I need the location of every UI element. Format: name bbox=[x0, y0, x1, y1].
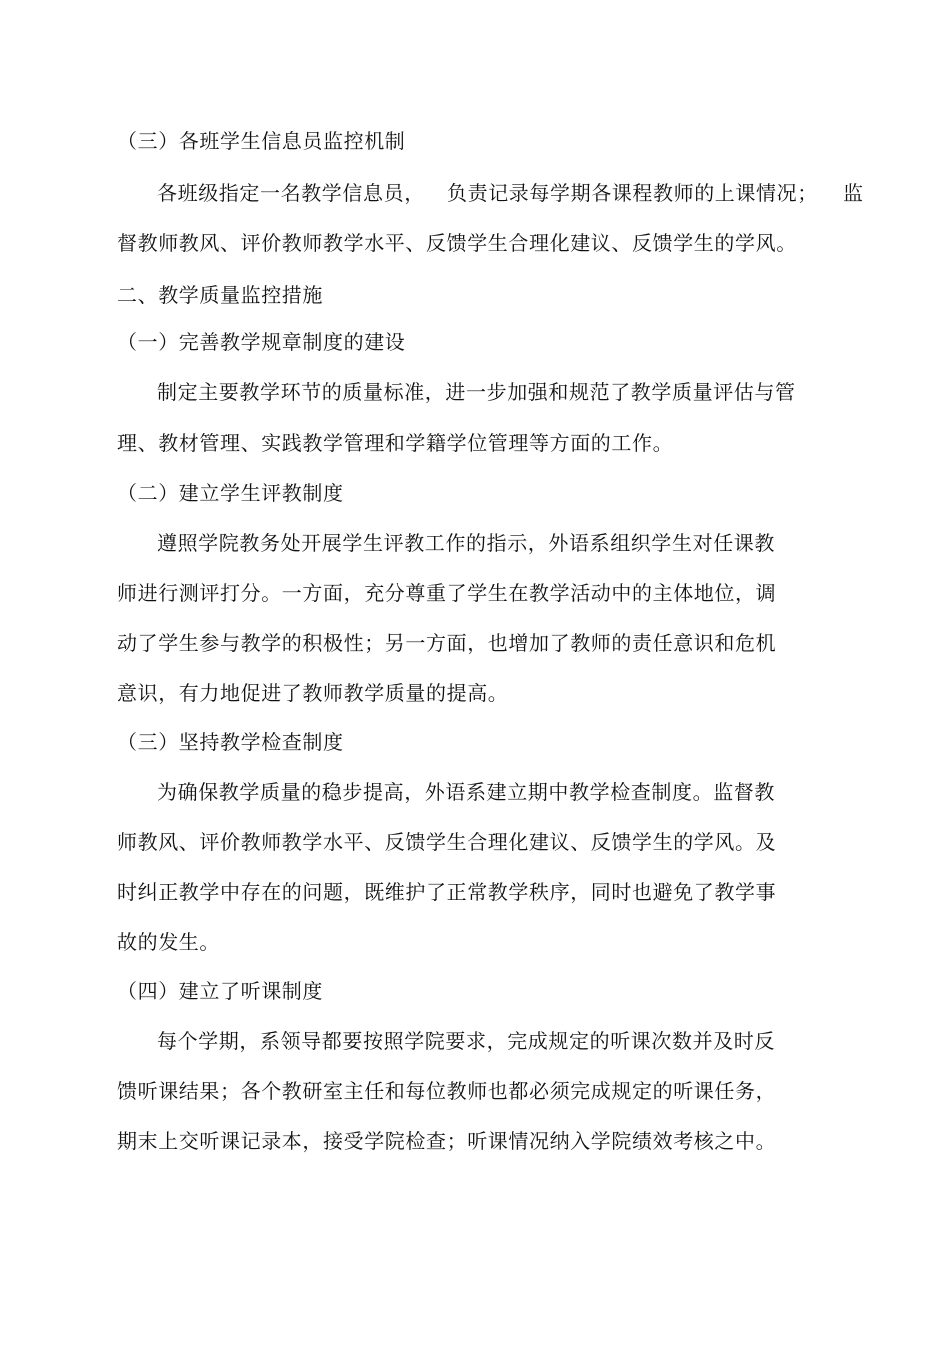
paragraph-line: 馈听课结果；各个教研室主任和每位教师也都必须完成规定的听课任务， bbox=[117, 1079, 777, 1103]
paragraph-line: 时纠正教学中存在的问题，既维护了正常教学秩序，同时也避免了教学事 bbox=[117, 880, 777, 904]
paragraph-line: 各班级指定一名教学信息员， bbox=[157, 181, 425, 205]
paragraph-line: 意识，有力地促进了教师教学质量的提高。 bbox=[117, 681, 509, 705]
subsection-heading-regulations: （一）完善教学规章制度的建设 bbox=[117, 330, 406, 354]
paragraph-line: 故的发生。 bbox=[117, 930, 220, 954]
paragraph-line: 师教风、评价教师教学水平、反馈学生合理化建议、反馈学生的学风。及 bbox=[117, 830, 777, 854]
paragraph-line: 期末上交听课记录本，接受学院检查；听课情况纳入学院绩效考核之中。 bbox=[117, 1129, 777, 1153]
paragraph-line: 动了学生参与教学的积极性；另一方面，也增加了教师的责任意识和危机 bbox=[117, 631, 777, 655]
paragraph-line: 理、教材管理、实践教学管理和学籍学位管理等方面的工作。 bbox=[117, 431, 674, 455]
paragraph-line: 为确保教学质量的稳步提高，外语系建立期中教学检查制度。监督教 bbox=[157, 780, 775, 804]
paragraph-line: 遵照学院教务处开展学生评教工作的指示，外语系组织学生对任课教 bbox=[157, 531, 775, 555]
section-heading-quality-measures: 二、教学质量监控措施 bbox=[117, 283, 323, 307]
paragraph-line: 师进行测评打分。一方面，充分尊重了学生在教学活动中的主体地位，调 bbox=[117, 581, 777, 605]
paragraph-line: 负责记录每学期各课程教师的上课情况； bbox=[447, 181, 818, 205]
section-heading-student-informant: （三）各班学生信息员监控机制 bbox=[117, 129, 406, 153]
paragraph-line: 监 bbox=[843, 181, 864, 205]
subsection-heading-inspection: （三）坚持教学检查制度 bbox=[117, 730, 344, 754]
paragraph-line: 督教师教风、评价教师教学水平、反馈学生合理化建议、反馈学生的学风。 bbox=[117, 231, 797, 255]
subsection-heading-student-evaluation: （二）建立学生评教制度 bbox=[117, 481, 344, 505]
subsection-heading-observation: （四）建立了听课制度 bbox=[117, 979, 323, 1003]
paragraph-line: 每个学期，系领导都要按照学院要求，完成规定的听课次数并及时反 bbox=[157, 1029, 775, 1053]
paragraph-line: 制定主要教学环节的质量标准，进一步加强和规范了教学质量评估与管 bbox=[157, 380, 796, 404]
